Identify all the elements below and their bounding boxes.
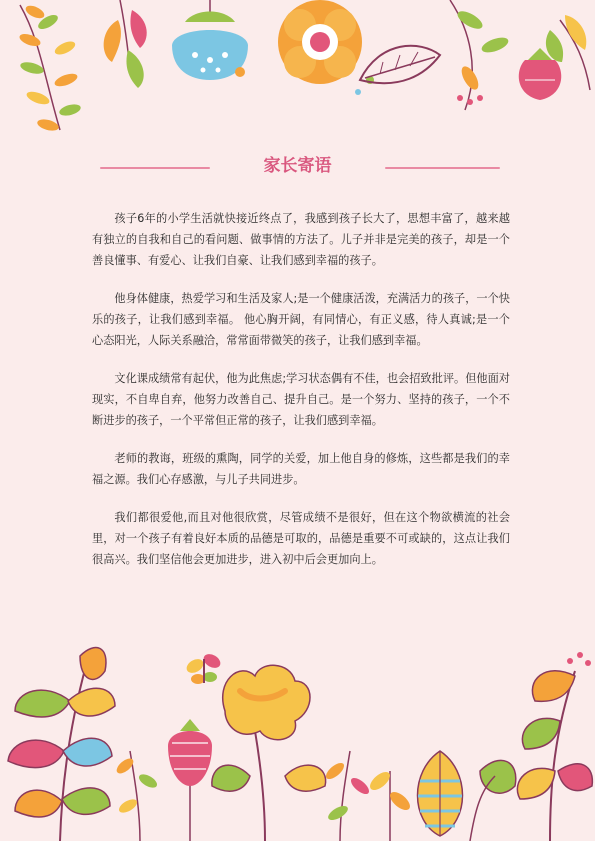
left-leaf-plant	[8, 648, 115, 841]
bottom-floral-decoration	[0, 631, 595, 841]
title-divider-right	[385, 167, 500, 169]
title-row	[0, 152, 595, 180]
yellow-flower	[212, 665, 326, 841]
paragraph-1: 孩子6年的小学生活就快接近终点了，我感到孩子长大了，思想丰富了，越来越有独立的自我和自己的看问题、做事情的方法了。儿子并非是完美的孩子，却是一个善良懂事、有爱心、让我们自豪、让我们感到幸福的孩子。	[92, 212, 510, 267]
small-branch	[114, 751, 159, 841]
far-right-plant	[517, 652, 592, 841]
paragraph-4: 老师的教诲，班级的熏陶，同学的关爱，加上他自身的修炼，这些都是我们的幸福之源。我们心存感激，与儿子共同进步。	[92, 452, 510, 486]
pink-bud	[168, 719, 212, 841]
left-leaf-branch	[18, 3, 82, 132]
top-floral-decoration	[0, 0, 595, 150]
right-berry-branch	[450, 0, 561, 110]
page-title: 家长寄语	[263, 156, 332, 176]
blue-bell-flower	[172, 0, 248, 80]
letter-body	[92, 208, 510, 587]
striped-leaf	[418, 751, 463, 836]
butterfly-icon	[184, 651, 223, 684]
paragraph-5: 我们都很爱他,而且对他很欣赏，尽管成绩不是很好，但在这个物欲横流的社会里，对一个孩子有着良好本质的品德是可取的，品德是重要不可或缺的，这点让我们很高兴。我们坚信他会更加进步，进入初中后会更加向上。	[92, 511, 510, 566]
paragraph-3: 文化课成绩常有起伏，他为此焦虑;学习状态偶有不佳，也会招致批评。但他面对现实，不自卑自弃，他努力改善自己、提升自己。是一个努力、坚持的孩子，一个不断进步的孩子，一个平常但正常的孩子，让我们感到幸福。	[92, 372, 510, 427]
hanging-leaves	[104, 0, 147, 88]
right-green-leaf	[470, 760, 516, 841]
paragraph-2: 他身体健康，热爱学习和生活及家人;是一个健康活泼，充满活力的孩子，一个快乐的孩子，让我们感到幸福。 他心胸开阔，有同情心，有正义感，待人真诚;是一个心态阳光，人际关系融洽，常常面带微笑的孩子，让我们感到幸福。	[92, 292, 510, 347]
mid-right-branches	[323, 751, 413, 841]
